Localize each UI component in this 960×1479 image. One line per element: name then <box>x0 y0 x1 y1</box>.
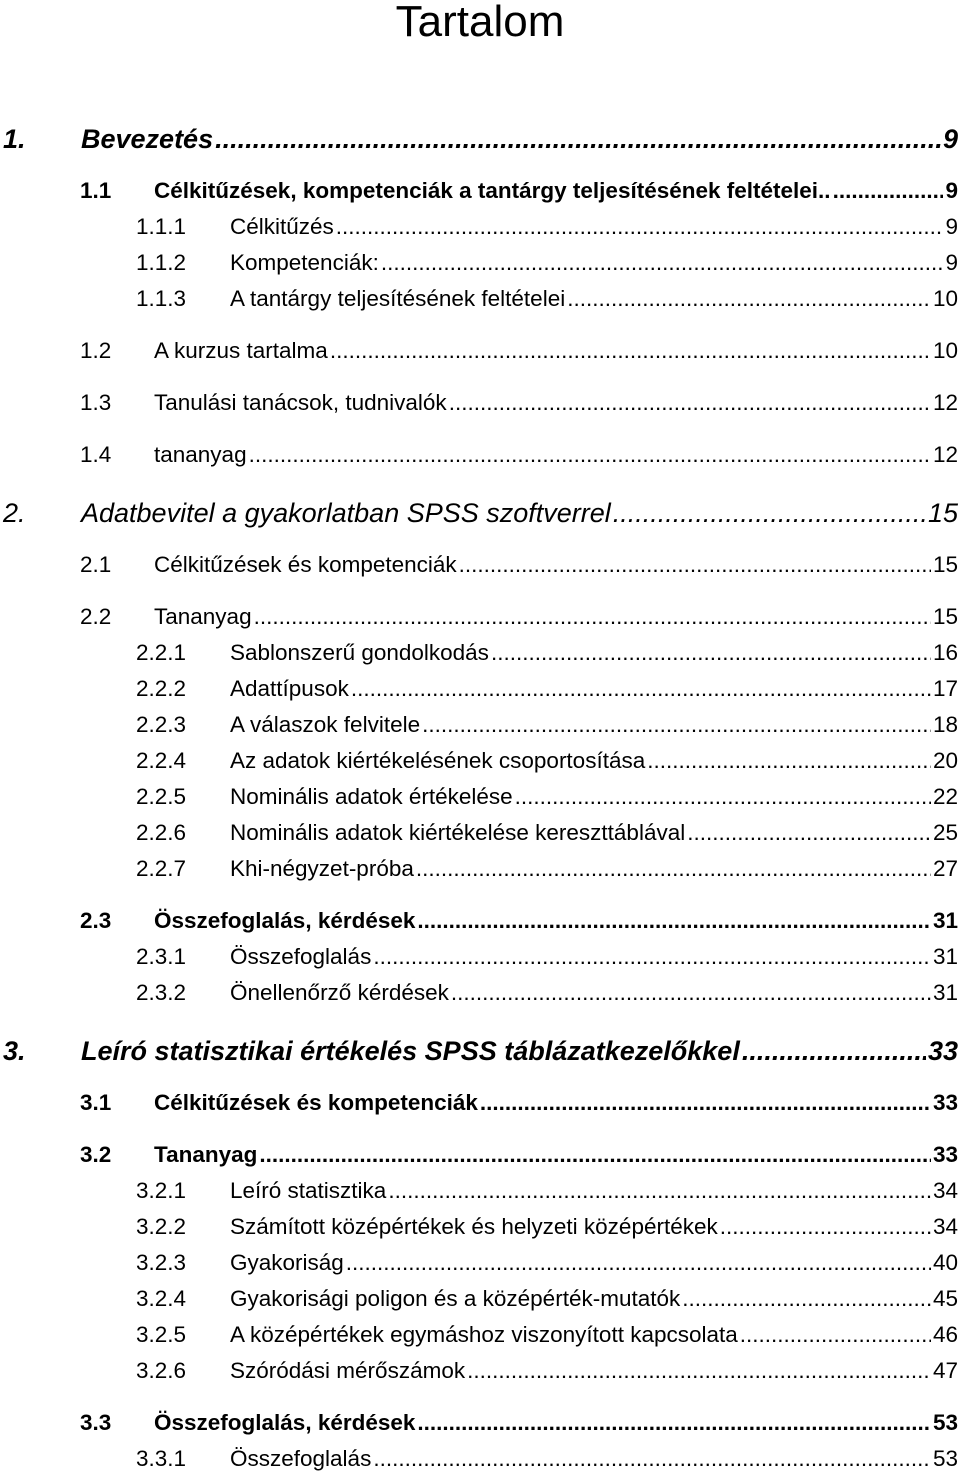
toc-dot-leader <box>491 640 931 666</box>
toc-entry-label: Gyakorisági poligon és a középérték-mutatók <box>230 1286 681 1311</box>
toc-entry-page: 31 <box>932 908 958 933</box>
toc-entry-page: 33 <box>932 1090 958 1115</box>
toc-entry-page: 31 <box>932 980 958 1005</box>
toc-entry-page: 10 <box>932 286 958 311</box>
toc-entry-number: 1.1.3 <box>136 286 187 311</box>
toc-entry-page: 34 <box>932 1214 958 1239</box>
toc-entry-page: 40 <box>932 1250 958 1275</box>
toc-entry-number: 2.3.2 <box>136 980 187 1005</box>
toc-entry-label: Leíró statisztikai értékelés SPSS táblázatkezelőkkel <box>81 1036 740 1066</box>
toc-entry[interactable] <box>0 1142 958 1168</box>
toc-entry-number: 1.4 <box>80 442 112 467</box>
toc-dot-leader <box>416 856 931 882</box>
toc-entry-number: 2. <box>3 498 26 528</box>
toc-dot-leader <box>833 178 944 204</box>
toc-entry-label: Tanulási tanácsok, tudnivalók <box>154 390 447 415</box>
toc-entry-page: 20 <box>932 748 958 773</box>
toc-entry-label: Gyakoriság <box>230 1250 344 1275</box>
toc-entry-page: 45 <box>932 1286 958 1311</box>
toc-dot-leader <box>388 1178 931 1204</box>
toc-entry[interactable] <box>0 820 958 846</box>
toc-entry-page: 17 <box>932 676 958 701</box>
toc-entry-label: Nominális adatok kiértékelése kereszttáblával <box>230 820 686 845</box>
toc-entry-label: Bevezetés <box>81 124 214 154</box>
page-title: Tartalom <box>395 0 565 46</box>
toc-entry-page: 53 <box>932 1446 958 1471</box>
toc-dot-leader <box>417 1410 931 1436</box>
toc-entry-label: Célkitűzések és kompetenciák <box>154 552 457 577</box>
toc-entry-number: 2.1 <box>80 552 112 577</box>
toc-entry[interactable] <box>0 286 958 312</box>
toc-entry[interactable] <box>0 1178 958 1204</box>
toc-entry-label: Önellenőrző kérdések <box>230 980 449 1005</box>
toc-entry-page: 16 <box>932 640 958 665</box>
toc-dot-leader <box>720 1214 931 1240</box>
toc-entry-number: 2.2.5 <box>136 784 187 809</box>
toc-dot-leader <box>647 748 931 774</box>
toc-entry-number: 3.3.1 <box>136 1446 187 1471</box>
toc-entry-label: Leíró statisztika <box>230 1178 387 1203</box>
toc-entry[interactable] <box>0 1214 958 1240</box>
toc-entry-number: 2.2.6 <box>136 820 187 845</box>
toc-dot-leader <box>381 250 944 276</box>
toc-entry-page: 10 <box>932 338 958 363</box>
toc-entry-label: Khi-négyzet-próba <box>230 856 414 881</box>
toc-entry-number: 2.2.2 <box>136 676 187 701</box>
toc-entry-number: 2.2.3 <box>136 712 187 737</box>
toc-entry-number: 3.3 <box>80 1410 112 1435</box>
toc-entry-page: 22 <box>932 784 958 809</box>
toc-entry-label: A kurzus tartalma <box>154 338 328 363</box>
toc-entry[interactable] <box>0 552 958 578</box>
toc-entry[interactable] <box>0 1250 958 1276</box>
toc-dot-leader <box>467 1358 931 1384</box>
toc-entry-number: 3.1 <box>80 1090 112 1115</box>
toc-entry-page: 12 <box>932 442 958 467</box>
toc-entry[interactable] <box>0 214 958 240</box>
toc-entry-number: 2.2 <box>80 604 112 629</box>
toc-entry[interactable] <box>0 498 958 529</box>
toc-dot-leader <box>259 1142 931 1168</box>
toc-entry-label: Tananyag <box>154 1142 258 1167</box>
toc-entry-number: 1.2 <box>80 338 112 363</box>
toc-dot-leader <box>480 1090 931 1116</box>
toc-entry-number: 3.2.2 <box>136 1214 187 1239</box>
toc-dot-leader <box>336 214 944 240</box>
toc-entry-label: Összefoglalás <box>230 944 372 969</box>
toc-dot-leader <box>330 338 931 364</box>
toc-entry-page: 46 <box>932 1322 958 1347</box>
toc-entry-page: 25 <box>932 820 958 845</box>
toc-dot-leader <box>459 552 931 578</box>
toc-entry-number: 1.1.1 <box>136 214 187 239</box>
toc-entry[interactable] <box>0 178 958 204</box>
toc-entry[interactable] <box>0 676 958 702</box>
toc-entry[interactable] <box>0 1090 958 1116</box>
toc-entry[interactable] <box>0 390 958 416</box>
toc-entry-page: 9 <box>945 250 958 275</box>
toc-dot-leader <box>515 784 931 810</box>
toc-entry-page: 27 <box>932 856 958 881</box>
toc-entry-page: 53 <box>932 1410 958 1435</box>
toc-dot-leader <box>742 1036 926 1067</box>
toc-entry-number: 1.1.2 <box>136 250 187 275</box>
toc-entry-label: Kompetenciák: <box>230 250 379 275</box>
toc-entry-number: 1.3 <box>80 390 112 415</box>
toc-dot-leader <box>682 1286 931 1312</box>
toc-entry-number: 2.2.4 <box>136 748 187 773</box>
toc-entry-page: 9 <box>945 178 958 203</box>
toc-entry[interactable] <box>0 1036 958 1067</box>
toc-dot-leader <box>346 1250 931 1276</box>
toc-entry-page: 9 <box>942 124 958 154</box>
toc-entry[interactable] <box>0 1322 958 1348</box>
toc-entry-number: 3. <box>3 1036 26 1066</box>
toc-entry-number: 1. <box>3 124 26 154</box>
toc-entry-label: Nominális adatok értékelése <box>230 784 513 809</box>
toc-entry-label: Célkitűzés <box>230 214 334 239</box>
toc-dot-leader <box>451 980 931 1006</box>
toc-dot-leader <box>215 124 941 155</box>
toc-dot-leader <box>449 390 931 416</box>
toc-entry-label: Tananyag <box>154 604 252 629</box>
toc-entry-number: 2.2.7 <box>136 856 187 881</box>
toc-entry-page: 31 <box>932 944 958 969</box>
toc-dot-leader <box>687 820 931 846</box>
toc-entry-number: 3.2.3 <box>136 1250 187 1275</box>
toc-dot-leader <box>373 944 931 970</box>
toc-entry-label: Sablonszerű gondolkodás <box>230 640 489 665</box>
toc-entry-label: Célkitűzések és kompetenciák <box>154 1090 478 1115</box>
toc-entry-number: 1.1 <box>80 178 112 203</box>
toc-entry-page: 47 <box>932 1358 958 1383</box>
toc-entry-number: 3.2.1 <box>136 1178 187 1203</box>
toc-entry[interactable] <box>0 748 958 774</box>
toc-dot-leader <box>567 286 931 312</box>
toc-entry[interactable] <box>0 712 958 738</box>
toc-entry-page: 18 <box>932 712 958 737</box>
toc-entry-label: tananyag <box>154 442 247 467</box>
toc-entry-label: Az adatok kiértékelésének csoportosítása <box>230 748 646 773</box>
toc-entry-page: 33 <box>932 1142 958 1167</box>
toc-entry-number: 2.2.1 <box>136 640 187 665</box>
toc-entry[interactable] <box>0 124 958 155</box>
toc-entry-page: 15 <box>932 552 958 577</box>
toc-entry-number: 2.3.1 <box>136 944 187 969</box>
toc-entry-number: 3.2.4 <box>136 1286 187 1311</box>
toc-entry[interactable] <box>0 1446 958 1472</box>
toc-entry-label: A középértékek egymáshoz viszonyított kapcsolata <box>230 1322 738 1347</box>
toc-entry[interactable] <box>0 784 958 810</box>
toc-entry-label: A válaszok felvitele <box>230 712 421 737</box>
toc-entry-label: Összefoglalás <box>230 1446 372 1471</box>
toc-entry-page: 9 <box>945 214 958 239</box>
toc-entry[interactable] <box>0 856 958 882</box>
toc-dot-leader <box>740 1322 931 1348</box>
toc-entry-label: A tantárgy teljesítésének feltételei <box>230 286 566 311</box>
toc-entry-number: 3.2.6 <box>136 1358 187 1383</box>
toc-dot-leader <box>351 676 931 702</box>
toc-entry-number: 3.2 <box>80 1142 112 1167</box>
toc-entry-label: Adatbevitel a gyakorlatban SPSS szoftverrel <box>81 498 611 528</box>
toc-entry-label: Számított középértékek és helyzeti középértékek <box>230 1214 718 1239</box>
toc-entry-label: Összefoglalás, kérdések <box>154 1410 416 1435</box>
toc-entry[interactable] <box>0 442 958 468</box>
toc-entry-label: Adattípusok <box>230 676 349 701</box>
toc-entry-label: Összefoglalás, kérdések <box>154 908 416 933</box>
toc-dot-leader <box>254 604 931 630</box>
toc-entry[interactable] <box>0 1286 958 1312</box>
toc-entry[interactable] <box>0 604 958 630</box>
toc-entry-page: 15 <box>932 604 958 629</box>
toc-entry-page: 15 <box>927 498 958 528</box>
toc-dot-leader <box>422 712 931 738</box>
toc-entry-label: Célkitűzések, kompetenciák a tantárgy teljesítésének feltételei.. <box>154 178 831 203</box>
toc-entry-label: Szóródási mérőszámok <box>230 1358 466 1383</box>
toc-dot-leader <box>373 1446 931 1472</box>
toc-dot-leader <box>249 442 931 468</box>
toc-dot-leader <box>613 498 926 529</box>
toc-entry-page: 12 <box>932 390 958 415</box>
toc-entry[interactable] <box>0 908 958 934</box>
toc-entry[interactable] <box>0 1410 958 1436</box>
toc-entry[interactable] <box>0 1358 958 1384</box>
toc-entry[interactable] <box>0 338 958 364</box>
toc-dot-leader <box>417 908 931 934</box>
toc-entry[interactable] <box>0 250 958 276</box>
toc-entry-page: 34 <box>932 1178 958 1203</box>
toc-entry-number: 2.3 <box>80 908 112 933</box>
toc-entry[interactable] <box>0 944 958 970</box>
toc-entry-number: 3.2.5 <box>136 1322 187 1347</box>
toc-entry[interactable] <box>0 980 958 1006</box>
toc-entry-page: 33 <box>927 1036 958 1066</box>
toc-entry[interactable] <box>0 640 958 666</box>
